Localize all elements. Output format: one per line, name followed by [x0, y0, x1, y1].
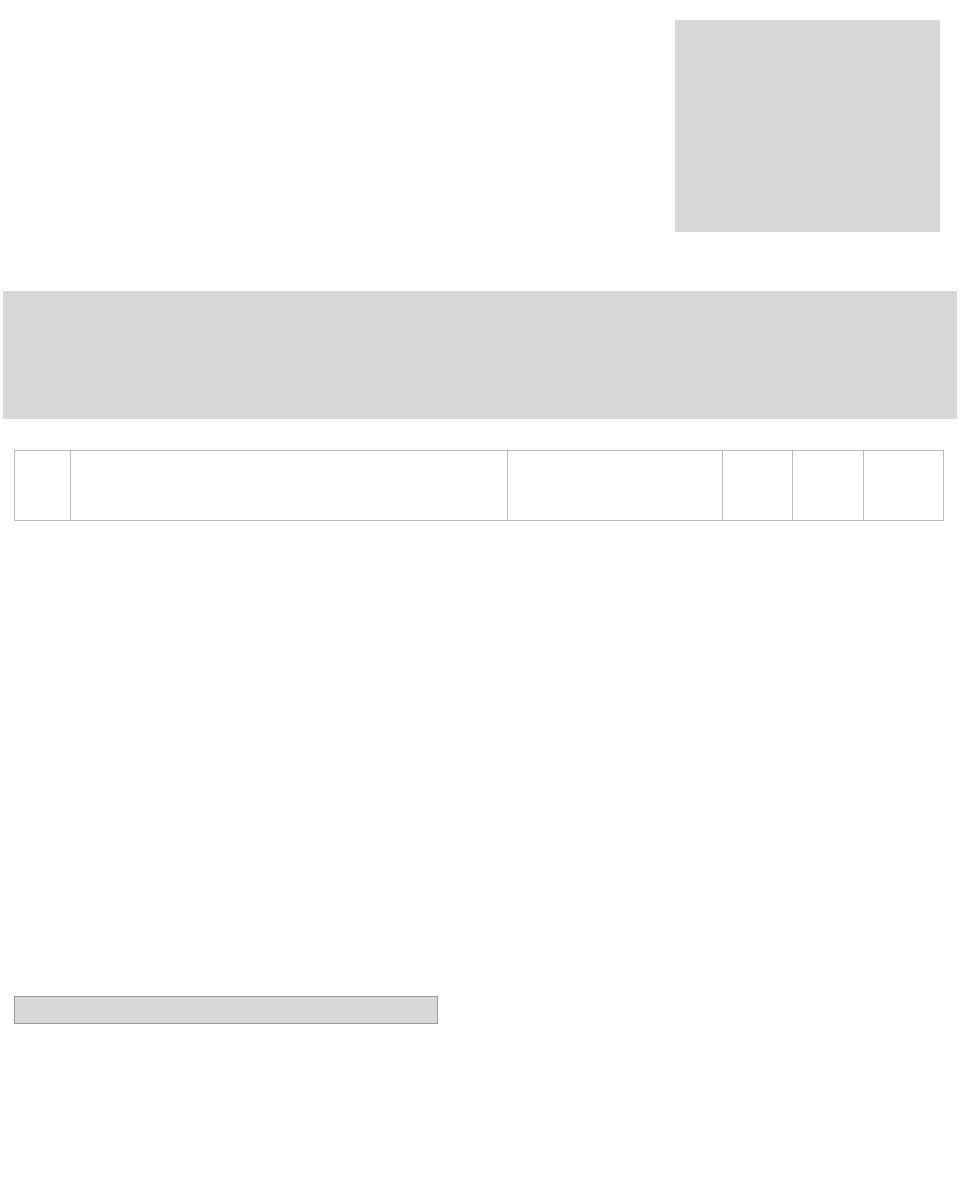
col-rank — [15, 451, 71, 521]
course-designer-block — [785, 996, 955, 1029]
results-header — [3, 291, 957, 419]
competition-box — [675, 20, 940, 232]
col-prize — [863, 451, 943, 521]
col-rider — [508, 451, 722, 521]
results-table-header — [14, 450, 944, 521]
col-horse — [70, 451, 508, 521]
col-time — [793, 451, 863, 521]
col-points — [722, 451, 792, 521]
technical-data-header — [14, 996, 438, 1024]
judge-block — [541, 996, 761, 1010]
